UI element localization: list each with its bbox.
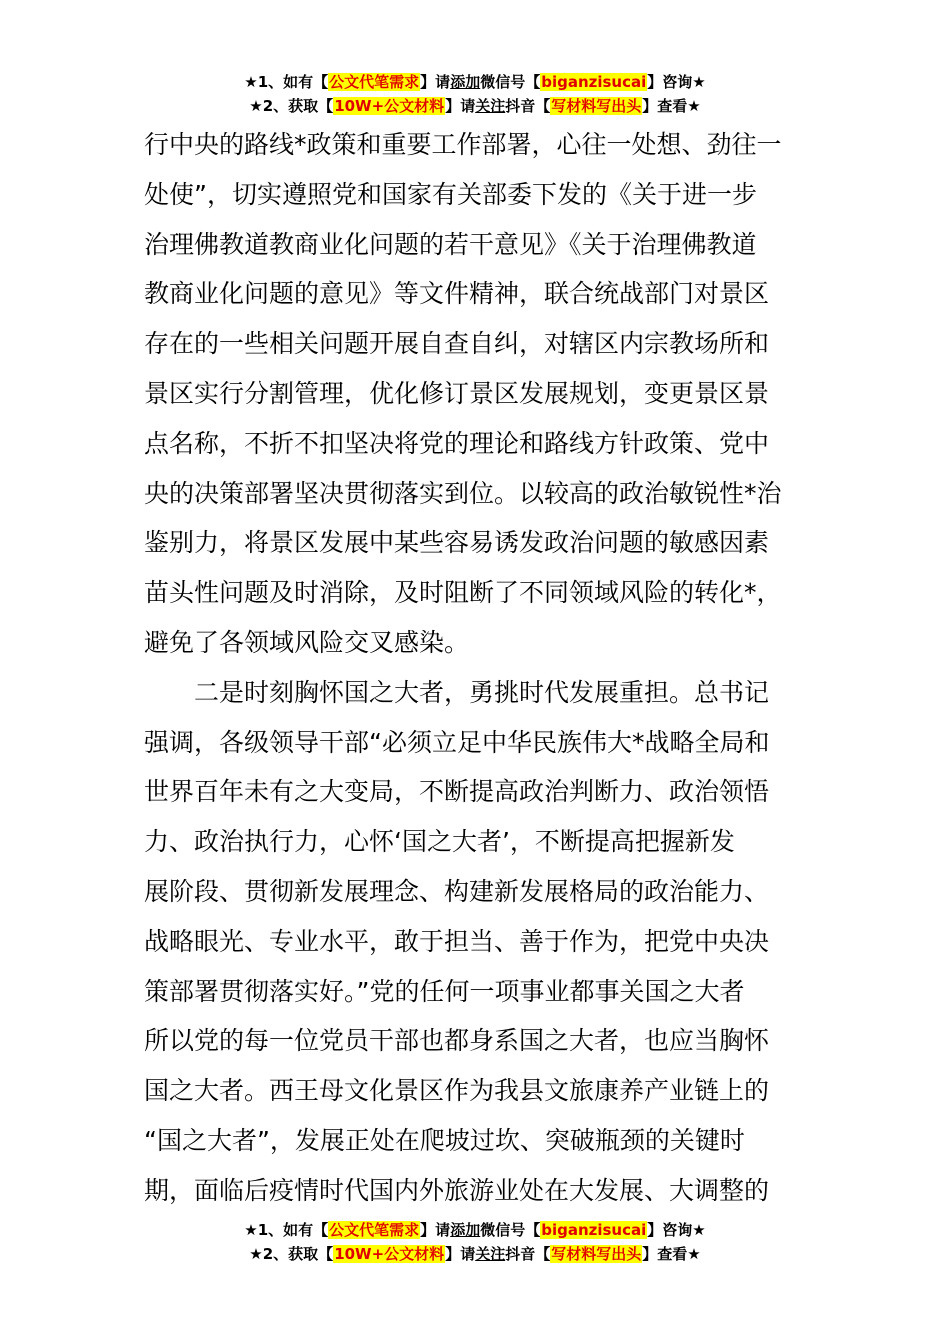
- banner-text: 】查看★: [642, 1245, 701, 1263]
- banner-text: 抖音【: [505, 1245, 551, 1263]
- text-line: 二是时刻胸怀国之大者，勇挑时代发展重担。总书记: [144, 677, 770, 707]
- banner-line-2: [0, 1242, 950, 1266]
- banner-highlight: biganzisucai: [541, 73, 647, 91]
- text-line: 国之大者。西王母文化景区作为我县文旅康养产业链上的: [144, 1076, 770, 1106]
- banner-text: 微信号【: [480, 73, 541, 91]
- text-line: 央的决策部署坚决贯彻落实到位。以较高的政治敏锐性*治: [144, 478, 782, 508]
- text-line: 鉴别力，将景区发展中某些容易诱发政治问题的敏感因素: [144, 528, 770, 558]
- text-line: “国之大者”，发展正处在爬坡过坎、突破瓶颈的关键时: [144, 1125, 745, 1155]
- banner-text: ★1、如有【: [244, 73, 329, 91]
- banner-text: 】请: [445, 97, 476, 115]
- banner-highlight: 写材料写出头: [551, 1245, 642, 1263]
- banner-highlight: 写材料写出头: [551, 97, 642, 115]
- text-line: 力、政治执行力，心怀‘国之大者’，不断提高把握新发: [144, 827, 735, 857]
- text-line: 展阶段、贯彻新发展理念、构建新发展格局的政治能力、: [144, 876, 770, 906]
- bottom-banner: [0, 1218, 950, 1266]
- banner-text: ★1、如有【: [244, 1221, 329, 1239]
- text-line: 处使”，切实遵照党和国家有关部委下发的《关于进一步: [144, 179, 757, 209]
- text-line: 战略眼光、专业水平，敢于担当、善于作为，把党中央决: [144, 926, 770, 956]
- text-line: 期，面临后疫情时代国内外旅游业处在大发展、大调整的: [144, 1175, 770, 1205]
- text-line: 世界百年未有之大变局，不断提高政治判断力、政治领悟: [144, 777, 770, 807]
- banner-highlight: 10W+公文材料: [334, 97, 445, 115]
- banner-line-1: [0, 1218, 950, 1242]
- text-line: 策部署贯彻落实好。”党的任何一项事业都事关国之大者: [144, 976, 745, 1006]
- banner-text: 】查看★: [642, 97, 701, 115]
- text-line: 避免了各领域风险交叉感染。: [144, 627, 470, 657]
- text-line: 所以党的每一位党员干部也都身系国之大者，也应当胸怀: [144, 1026, 770, 1056]
- text-line: 治理佛教道教商业化问题的若干意见》《关于治理佛教道: [144, 229, 757, 259]
- text-line: 行中央的路线*政策和重要工作部署，心往一处想、劲往一: [144, 130, 782, 159]
- text-line: 强调，各级领导干部“必须立足中华民族伟大*战略全局和: [144, 727, 770, 757]
- banner-highlight: 10W+公文材料: [334, 1245, 445, 1263]
- banner-text: 】请: [420, 73, 451, 91]
- banner-text: ★2、获取【: [249, 97, 334, 115]
- banner-text: 】咨询★: [647, 1221, 706, 1239]
- banner-underline: 添加: [450, 73, 481, 91]
- banner-text: 】咨询★: [647, 73, 706, 91]
- banner-underline: 关注: [475, 1245, 506, 1263]
- banner-line-1: [0, 70, 950, 94]
- banner-text: 】请: [445, 1245, 476, 1263]
- banner-text: ★2、获取【: [249, 1245, 334, 1263]
- banner-underline: 关注: [475, 97, 506, 115]
- banner-text: 】请: [420, 1221, 451, 1239]
- text-line: 存在的一些相关问题开展自查自纠，对辖区内宗教场所和: [144, 329, 770, 359]
- text-line: 教商业化问题的意见》等文件精神，联合统战部门对景区: [144, 279, 770, 309]
- banner-highlight: biganzisucai: [541, 1221, 647, 1239]
- top-banner: [0, 70, 950, 118]
- banner-highlight: 公文代笔需求: [329, 73, 420, 91]
- document-body: [144, 120, 809, 1216]
- text-line: 苗头性问题及时消除，及时阻断了不同领域风险的转化*，: [144, 578, 782, 608]
- banner-line-2: [0, 94, 950, 118]
- banner-underline: 添加: [450, 1221, 481, 1239]
- banner-text: 微信号【: [480, 1221, 541, 1239]
- banner-text: 抖音【: [505, 97, 551, 115]
- banner-highlight: 公文代笔需求: [329, 1221, 420, 1239]
- text-line: 景区实行分割管理，优化修订景区发展规划，变更景区景: [144, 378, 770, 408]
- text-line: 点名称，不折不扣坚决将党的理论和路线方针政策、党中: [144, 428, 770, 458]
